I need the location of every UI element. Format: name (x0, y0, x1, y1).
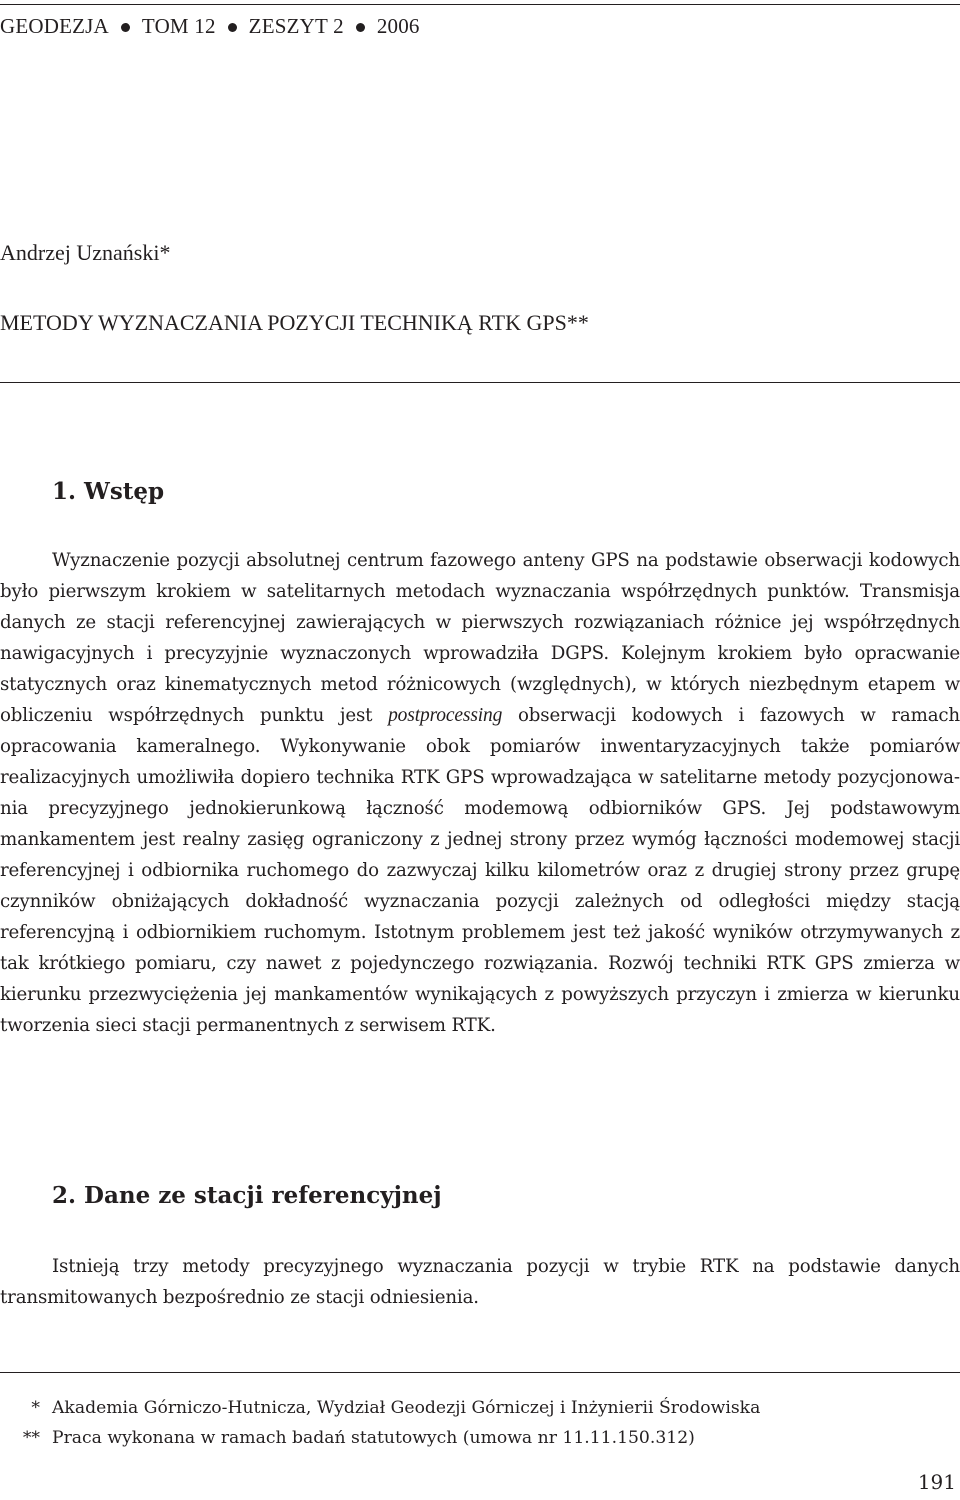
title-rule (0, 382, 960, 383)
footnote (0, 1398, 760, 1418)
page-number: 191 (917, 1470, 956, 1494)
section-heading: 2. Dane ze stacji referencyjnej (52, 1182, 442, 1209)
journal-volume: TOM 12 (141, 14, 216, 38)
section-paragraph (0, 545, 960, 1041)
article-author: Andrzej Uznański* (0, 240, 171, 265)
running-header (0, 14, 960, 39)
journal-year: 2006 (376, 14, 420, 38)
bullet-separator (121, 23, 130, 32)
footnote-rule (0, 1372, 960, 1373)
section-heading: 1. Wstęp (52, 478, 165, 505)
footnote-marker: * (31, 1398, 40, 1418)
article-title: METODY WYZNACZANIA POZYCJI TECHNIKĄ RTK GPS** (0, 310, 589, 335)
journal-name: GEODEZJA (0, 14, 109, 38)
footnote-marker: ** (22, 1428, 40, 1448)
italic-term: postprocessing (388, 705, 503, 726)
journal-issue: ZESZYT 2 (248, 14, 344, 38)
footnote-text: Akademia Górniczo-Hutnicza, Wydział Geodezji Górniczej i Inżynierii Środowiska (52, 1398, 761, 1418)
paragraph-text: obserwacji kodowych i fazowych w ramach opracowania kameralnego. Wykonywanie obok pomiarów inwentaryzacyjnych także pomiarów realizacyjnych umożliwiła dopiero technika RTK GPS wprowadzająca w satelitarne metody pozycjonowania precyzyjnego jednokierunkową łączność modemową odbiorników GPS. Jej podstawowym mankamentem jest realny zasięg ograniczony z jednej strony przez wymóg łączności modemowej stacji referencyjnej i odbiornika ruchomego do zazwyczaj kilku kilometrów oraz z drugiej strony przez grupę czynników obniżających dokładność wyznaczania pozycji zależnych od odległości między stacją referencyjną i odbiornikiem ruchomym. Istotnym problemem jest też jakość wyników otrzymywanych z tak krótkiego pomiaru, czy nawet z pojedynczego rozwiązania. Rozwój techniki RTK GPS zmierza w kierunku przezwyciężenia jej mankamentów wynikających z powyższych przyczyn i zmierza w kierunku tworzenia sieci stacji permanentnych z serwisem RTK. (0, 705, 960, 1036)
bullet-separator (356, 23, 365, 32)
paragraph-text: Wyznaczenie pozycji absolutnej centrum fazowego anteny GPS na podstawie obserwacji kodowych było pierwszym krokiem w satelitarnych metodach wyznaczania współrzędnych punktów. Transmisja danych ze stacji referencyjnej zawierających w pierwszych rozwiązaniach różnice jej współrzędnych nawigacyjnych i precyzyjnie wyznaczonych wprowadziła DGPS. Kolejnym krokiem było opracwanie statycznych oraz kinematycznych metod różnicowych (względnych), w których niezbędnym etapem w obliczeniu współrzędnych punktu jest (0, 550, 960, 726)
bullet-separator (228, 23, 237, 32)
section-paragraph: Istnieją trzy metody precyzyjnego wyznaczania pozycji w trybie RTK na podstawie danych transmitowanych bezpośrednio ze stacji odniesienia. (0, 1256, 960, 1308)
footnote (0, 1428, 695, 1448)
footnote-text: Praca wykonana w ramach badań statutowych (umowa nr 11.11.150.312) (52, 1428, 695, 1448)
header-rule (0, 4, 960, 5)
